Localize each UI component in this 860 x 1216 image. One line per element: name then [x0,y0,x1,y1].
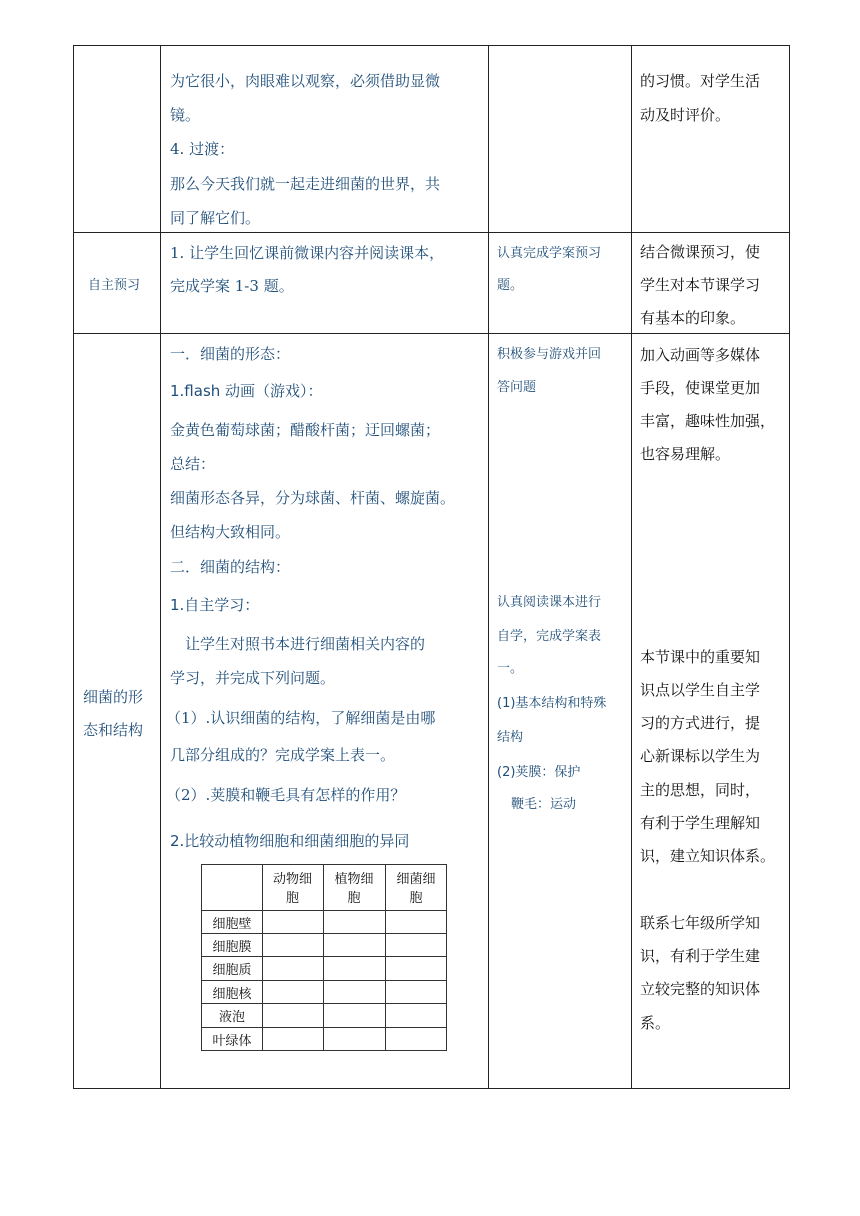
row-label: 细胞质 [212,963,252,978]
content-line: 金黄色葡萄球菌；醋酸杆菌；迂回螺菌； [170,421,441,439]
header-text: 植物细 [334,872,374,887]
intent-line: 联系七年级所学知 [640,914,761,932]
header-text: 胞 [285,891,299,906]
content-line: 细菌形态各异，分为球菌、杆菌、螺旋菌。 [170,489,456,507]
intent-line: 动及时评价。 [640,106,731,124]
student-line: 鞭毛：运动 [511,797,577,812]
header-cell-bacteria [385,868,447,906]
intent-line: 有基本的印象。 [640,309,746,327]
intent-line: 本节课中的重要知 [640,648,761,666]
student-line: 题。 [497,278,524,293]
content-line: 1.自主学习： [170,596,260,614]
stage-label: 自主预习 [88,278,141,293]
table-divider [202,933,446,934]
row-label: 细胞核 [212,987,252,1002]
intent-line: 习的方式进行，提 [640,714,761,732]
header-text: 动物细 [272,872,312,887]
lesson-plan-table [73,45,790,1089]
student-line: 答问题 [497,380,537,395]
intent-line: 的习惯。对学生活 [640,72,761,90]
content-line: 那么今天我们就一起走进细菌的世界，共 [170,175,441,193]
student-line: (1)基本结构和特殊 [497,696,607,711]
table-divider [202,980,446,981]
intent-line: 心新课标以学生为 [640,747,761,765]
content-line: 完成学案 1-3 题。 [170,277,294,295]
table-divider [202,1003,446,1004]
content-line: 二．细菌的结构： [170,558,291,576]
content-line: （2）.荚膜和鞭毛具有怎样的作用？ [166,786,406,804]
content-line: 4. 过渡： [170,140,235,158]
student-line: 自学，完成学案表 [497,629,602,644]
content-line: （1）.认识细菌的结构，了解细菌是由哪 [166,709,436,727]
content-line: 为它很小，肉眼难以观察，必须借助显微 [170,72,441,90]
table-divider [202,910,446,911]
content-line: 2.比较动植物细胞和细菌细胞的异同 [170,832,410,850]
intent-line: 手段，使课堂更加 [640,379,761,397]
column-divider [631,46,632,1088]
intent-line: 有利于学生理解知 [640,814,761,832]
student-line: 认真完成学案预习 [497,246,602,261]
content-line: 镜。 [170,106,201,124]
header-text: 胞 [347,891,361,906]
header-cell-animal [262,868,323,906]
student-line: 认真阅读课本进行 [497,595,602,610]
content-line: 一．细菌的形态： [170,345,291,363]
stage-label: 细菌的形 [83,688,144,706]
intent-line: 结合微课预习，使 [640,243,761,261]
row-divider [74,232,789,233]
intent-line: 识，有利于学生建 [640,947,761,965]
row-label: 细胞壁 [212,917,252,932]
header-text: 细菌细 [396,872,436,887]
table-divider [202,1027,446,1028]
student-line: 积极参与游戏并回 [497,347,602,362]
content-line: 总结： [170,455,216,473]
content-line: 但结构大致相同。 [170,523,291,541]
content-line: 几部分组成的？完成学案上表一。 [170,746,396,764]
content-line: 同了解它们。 [170,209,261,227]
intent-line: 识点以学生自主学 [640,681,761,699]
intent-line: 识，建立知识体系。 [640,847,776,865]
content-line: 1. 让学生回忆课前微课内容并阅读课本， [170,244,445,262]
intent-line: 也容易理解。 [640,445,731,463]
content-line: 学习，并完成下列问题。 [170,669,336,687]
stage-label: 态和结构 [83,721,144,739]
student-line: (2)荚膜：保护 [497,765,581,780]
intent-line: 加入动画等多媒体 [640,346,761,364]
intent-line: 系。 [640,1014,671,1032]
intent-line: 立较完整的知识体 [640,980,761,998]
row-label: 液泡 [218,1010,245,1025]
student-line: 一。 [497,661,524,676]
table-divider [202,956,446,957]
header-text: 胞 [409,891,423,906]
column-divider [160,46,161,1088]
intent-line: 丰富，趣味性加强， [640,412,776,430]
intent-line: 主的思想，同时， [640,781,761,799]
student-line: 结构 [497,730,524,745]
row-label: 细胞膜 [212,940,252,955]
header-cell-plant [323,868,385,906]
content-line: 1.flash 动画（游戏）： [170,382,323,400]
row-label: 叶绿体 [212,1034,252,1049]
column-divider [488,46,489,1088]
cell-comparison-table [201,864,447,1051]
content-line: 让学生对照书本进行细菌相关内容的 [185,635,426,653]
intent-line: 学生对本节课学习 [640,276,761,294]
row-divider [74,333,789,334]
